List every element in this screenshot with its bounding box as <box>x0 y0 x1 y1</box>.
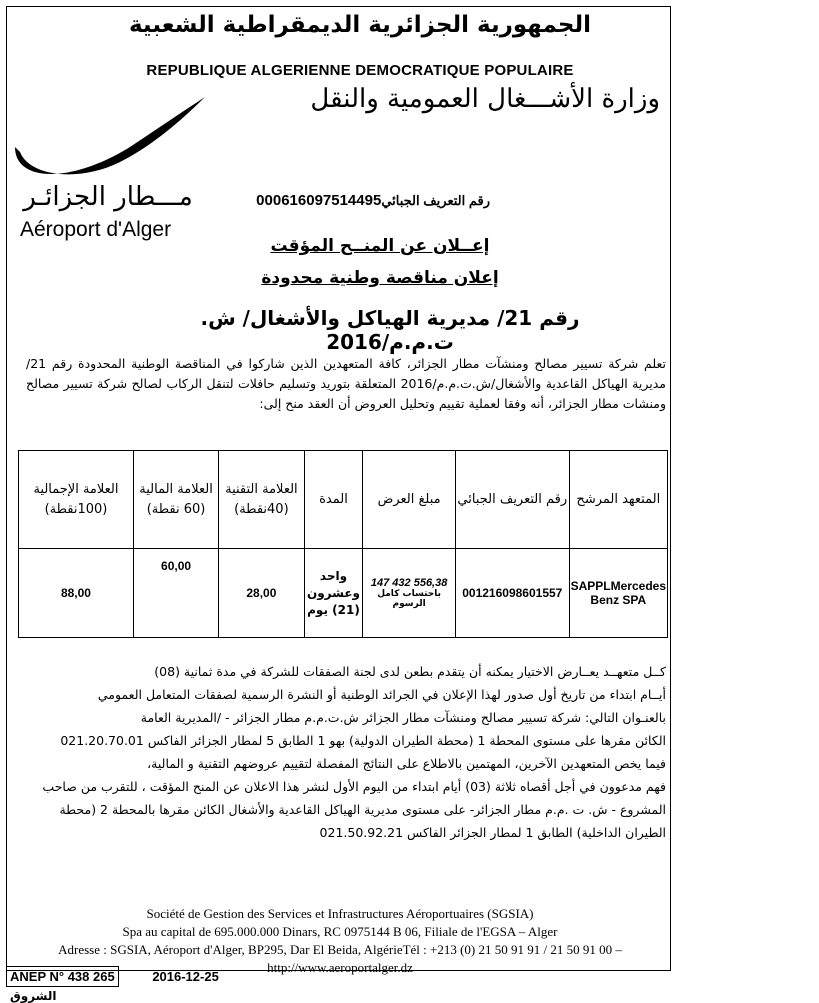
heading-tender-number: رقم 21/ مديرية الهياكل والأشغال/ ش. ت.م.م/2016 <box>200 306 580 354</box>
airport-name-arabic: مـــطار الجزائـر <box>23 182 193 212</box>
footer-capital: Spa au capital de 695.000.000 Dinars, RC 0975144 B 06, Filiale de l'EGSA – Alger <box>122 924 558 939</box>
col-duration: المدة <box>304 451 363 549</box>
footer-website: http://www.aeroportalger.dz <box>267 960 413 975</box>
publication-date: 2016-12-25 <box>152 969 219 984</box>
table-header-row <box>19 451 668 549</box>
heading-tender-type: إعلان مناقصة وطنية محدودة <box>261 268 499 288</box>
tax-id-number: 000616097514495 <box>256 192 382 209</box>
footer-address: Adresse : SGSIA, Aéroport d'Alger, BP295, Dar El Beida, AlgérieTél : +213 (0) 21 50 91 91 / 21 50 91 00 – <box>58 942 622 957</box>
amount-value: 147 432 556,38 <box>370 577 448 589</box>
cell-total-score: 88,00 <box>19 549 134 638</box>
award-table <box>18 450 668 638</box>
col-bidder: المتعهد المرشح <box>569 451 667 549</box>
cell-duration: واحد وعشرون (21) يوم <box>304 549 363 638</box>
appeal-line: الكائن مقرها على مستوى المحطة 1 (محطة الطيران الدولية) بهو 1 الطابق 5 لمطار الجزائر الفاكس 021.20.70.01 <box>60 733 666 748</box>
amount-note: باحتساب كامل الرسوم <box>377 589 442 609</box>
appeal-line: فهم مدعوون في أجل أقصاه ثلاثة (03) أيام ابتداء من اليوم الأول لنشر هذا الاعلان عن المنح المؤقت ، للتقرب من صاحب <box>42 779 666 794</box>
newspaper-name: الشروق <box>10 988 57 1003</box>
anep-number: ANEP N° 438 265 <box>6 966 119 987</box>
appeal-line: فيما يخص المتعهدين الآخرين، المهتمين بالاطلاع على النتائج المفصلة لتقييم عروضهم التقنية و المالية، <box>147 756 666 771</box>
republic-title-arabic: الجمهورية الجزائرية الديمقراطية الشعبية <box>128 12 592 38</box>
col-tech-score: العلامة التقنية (40نقطة) <box>219 451 305 549</box>
republic-title-french: REPUBLIQUE ALGERIENNE DEMOCRATIQUE POPULAIRE <box>146 62 574 79</box>
col-total-score: العلامة الإجمالية (100نقطة) <box>19 451 134 549</box>
tax-id-line <box>240 192 490 209</box>
ministry-title: وزارة الأشـــغال العمومية والنقل <box>310 84 660 114</box>
appeal-paragraph <box>26 660 666 844</box>
appeal-line: الطيران الداخلية) الطابق 1 لمطار الجزائر الفاكس 021.50.92.21 <box>319 825 666 840</box>
col-fin-score: العلامة المالية (60 نقطة) <box>133 451 218 549</box>
airport-logo-swoosh <box>10 92 210 187</box>
col-tax-id: رقم التعريف الجبائي <box>455 451 569 549</box>
cell-bidder: SAPPLMercedes Benz SPA <box>569 549 667 638</box>
appeal-line: كــل متعهــد يعــارض الاختيار يمكنه أن يتقدم بطعن لدى لجنة الصفقات للشركة في مدة ثمانية (08) <box>154 664 666 679</box>
tax-id-label: رقم التعريف الجبائي <box>381 193 490 208</box>
appeal-line: المشروع - ش. ت .م.م مطار الجزائر- على مستوى مديرية الهياكل القاعدية والأشغال الكائن مقرها بالمحطة 2 (محطة <box>59 802 666 817</box>
cell-tax-id: 001216098601557 <box>455 549 569 638</box>
appeal-line: بالعنـوان التالي: شركة تسيير مصالح ومنشآت مطار الجزائر ش.ت.م.م مطار الجزائر - /المديرية العامة <box>140 710 666 725</box>
table-row <box>19 549 668 638</box>
airport-name-french: Aéroport d'Alger <box>20 218 172 241</box>
intro-paragraph: تعلم شركة تسيير مصالح ومنشآت مطار الجزائر، كافة المتعهدين الذين شاركوا في المناقصة الوطنية المحدودة رقم 21/ مديرية الهياكل القاعدية والأشغال/ش.ت.م.م/2016 المتعلقة بتوريد وتسليم حافلات لتنقل الركاب لصالح شركة تسيير مصالح ومنشات مطار الجزائر، أنه وفقا لعملية تقييم وتحليل العروض أن العقد منح إلى: <box>26 356 666 411</box>
heading-provisional-award: إعــلان عن المنــح المؤقت <box>270 236 490 256</box>
col-amount: مبلغ العرض <box>363 451 456 549</box>
cell-fin-score: 60,00 <box>133 549 218 638</box>
cell-tech-score: 28,00 <box>219 549 305 638</box>
footer-company-name: Société de Gestion des Services et Infrastructures Aéroportuaires (SGSIA) <box>146 906 534 921</box>
appeal-line: أيــام ابتداء من تاريخ أول صدور لهذا الإعلان في الجرائد الوطنية أو النشرة الرسمية لصفقات المتعامل العمومي <box>97 687 666 702</box>
publication-stamp <box>6 966 266 1003</box>
cell-amount <box>363 549 456 638</box>
